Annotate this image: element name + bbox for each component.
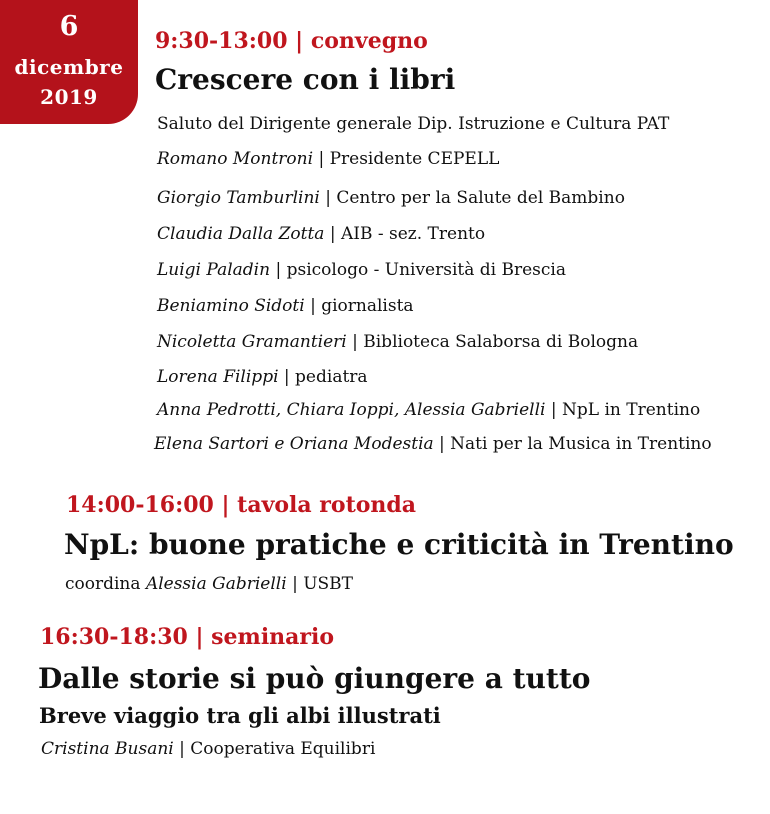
speaker-name: Giorgio Tamburlini bbox=[157, 188, 320, 208]
speaker-role: | giornalista bbox=[304, 296, 414, 316]
speaker-role: | Cooperativa Equilibri bbox=[173, 739, 376, 759]
coordinator-name: Alessia Gabrielli bbox=[145, 574, 287, 594]
speaker-name: Lorena Filippi bbox=[157, 367, 279, 387]
speaker-line bbox=[157, 188, 625, 208]
speaker-role: | Centro per la Salute del Bambino bbox=[319, 188, 625, 208]
date-year: 2019 bbox=[40, 85, 98, 109]
speaker-role: | Nati per la Musica in Trentino bbox=[433, 434, 712, 454]
speaker-line bbox=[157, 260, 566, 280]
session3-time: 16:30-18:30 | seminario bbox=[40, 624, 335, 650]
speaker-name: Beniamino Sidoti bbox=[157, 296, 305, 316]
coordinator-role: | USBT bbox=[286, 574, 354, 594]
session1-title: Crescere con i libri bbox=[155, 63, 456, 96]
speaker-role: | Biblioteca Salaborsa di Bologna bbox=[346, 332, 639, 352]
session1-intro: Saluto del Dirigente generale Dip. Istruzione e Cultura PAT bbox=[157, 114, 670, 134]
speaker-line bbox=[157, 400, 700, 420]
speaker-role: | Presidente CEPELL bbox=[313, 149, 500, 169]
date-badge bbox=[0, 0, 138, 124]
session3-title: Dalle storie si può giungere a tutto bbox=[38, 662, 591, 695]
speaker-name: Anna Pedrotti, Chiara Ioppi, Alessia Gabrielli bbox=[157, 400, 546, 420]
speaker-role: | NpL in Trentino bbox=[545, 400, 701, 420]
speaker-line bbox=[157, 224, 485, 244]
speaker-name: Claudia Dalla Zotta bbox=[157, 224, 325, 244]
speaker-name: Cristina Busani bbox=[41, 739, 174, 759]
speaker-role: | pediatra bbox=[278, 367, 368, 387]
speaker-name: Nicoletta Gramantieri bbox=[157, 332, 347, 352]
speaker-line bbox=[157, 367, 368, 387]
session1-time: 9:30-13:00 | convegno bbox=[155, 28, 428, 54]
speaker-name: Romano Montroni bbox=[157, 149, 314, 169]
speaker-line bbox=[157, 332, 638, 352]
speaker-line bbox=[154, 434, 712, 454]
session2-coordinator bbox=[65, 574, 353, 594]
date-month: dicembre bbox=[14, 55, 124, 79]
speaker-line bbox=[157, 149, 499, 169]
coordinator-prefix: coordina bbox=[65, 574, 146, 594]
session2-title: NpL: buone pratiche e criticità in Trentino bbox=[64, 528, 734, 561]
date-day: 6 bbox=[59, 11, 79, 42]
speaker-line bbox=[157, 296, 414, 316]
session3-speaker bbox=[41, 739, 375, 759]
speaker-role: | AIB - sez. Trento bbox=[324, 224, 486, 244]
speaker-name: Elena Sartori e Oriana Modestia bbox=[154, 434, 434, 454]
speaker-name: Luigi Paladin bbox=[157, 260, 271, 280]
session3-subtitle: Breve viaggio tra gli albi illustrati bbox=[39, 703, 441, 728]
session2-time: 14:00-16:00 | tavola rotonda bbox=[66, 492, 417, 518]
speaker-role: | psicologo - Università di Brescia bbox=[270, 260, 566, 280]
